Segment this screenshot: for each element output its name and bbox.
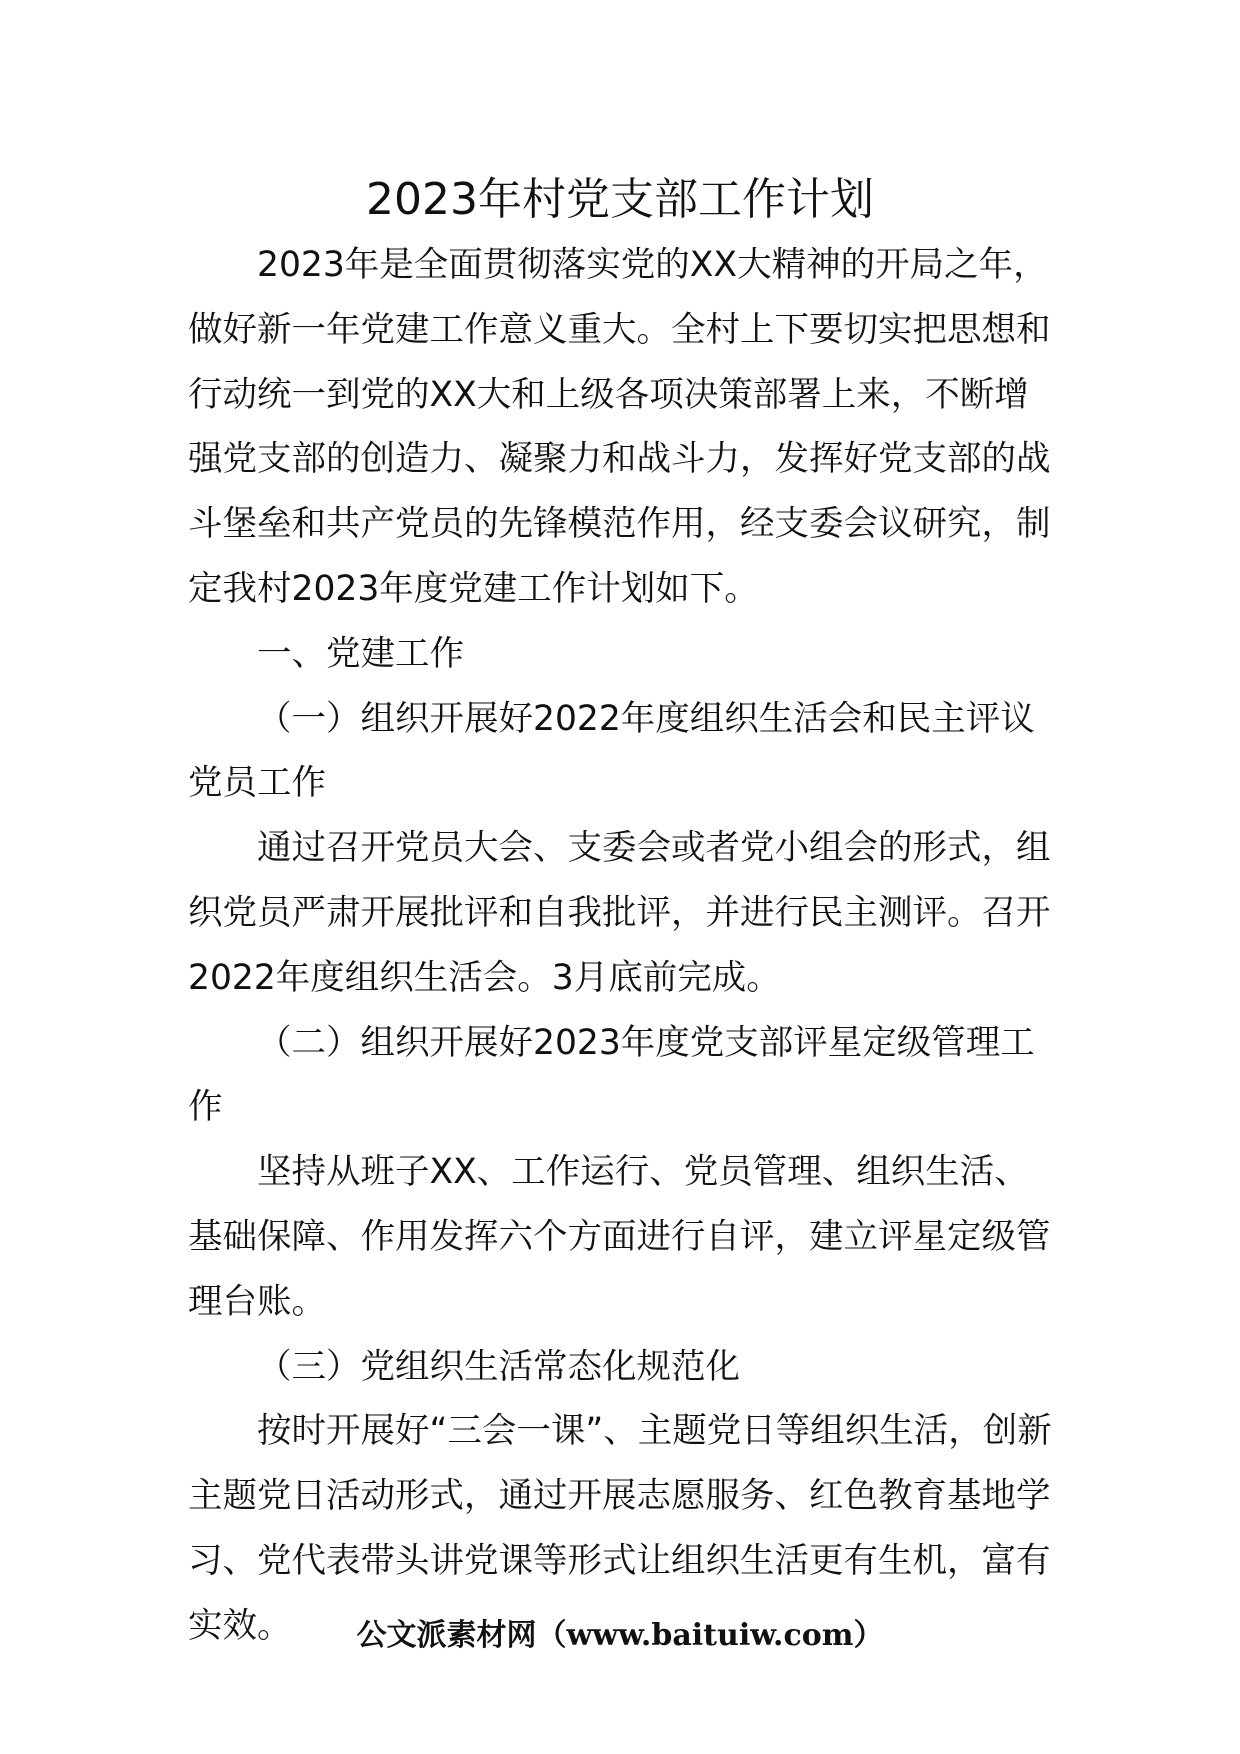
subsection-heading-1: （一）组织开展好2022年度组织生活会和民主评议党员工作 xyxy=(188,698,1035,804)
watermark-footer: 公文派素材网（www.baituiw.com） xyxy=(356,1618,884,1653)
document-body xyxy=(188,233,1060,1659)
section-heading-party-building: 一、党建工作 xyxy=(257,633,464,674)
subsection-body-2: 坚持从班子XX、工作运行、党员管理、组织生活、基础保障、作用发挥六个方面进行自评，建立评星定级管理台账。 xyxy=(188,1152,1051,1322)
intro-paragraph: 2023年是全面贯彻落实党的XX大精神的开局之年，做好新一年党建工作意义重大。全村上下要切实把思想和行动统一到党的XX大和上级各项决策部署上来，不断增强党支部的创造力、凝聚力和战斗力，发挥好党支部的战斗堡垒和共产党员的先锋模范作用，经支委会议研究，制定我村2023年度党建工作计划如下。 xyxy=(188,245,1051,609)
subsection-heading-2: （二）组织开展好2023年度党支部评星定级管理工作 xyxy=(188,1022,1035,1128)
subsection-heading-3: （三）党组织生活常态化规范化 xyxy=(257,1346,740,1387)
subsection-body-3: 按时开展好“三会一课”、主题党日等组织生活，创新主题党日活动形式，通过开展志愿服务、红色教育基地学习、党代表带头讲党课等形式让组织生活更有生机，富有实效。 xyxy=(188,1411,1052,1646)
subsection-body-1: 通过召开党员大会、支委会或者党小组会的形式，组织党员严肃开展批评和自我批评，并进行民主测评。召开2022年度组织生活会。3月底前完成。 xyxy=(188,828,1051,998)
document-title: 2023年村党支部工作计划 xyxy=(366,174,874,225)
